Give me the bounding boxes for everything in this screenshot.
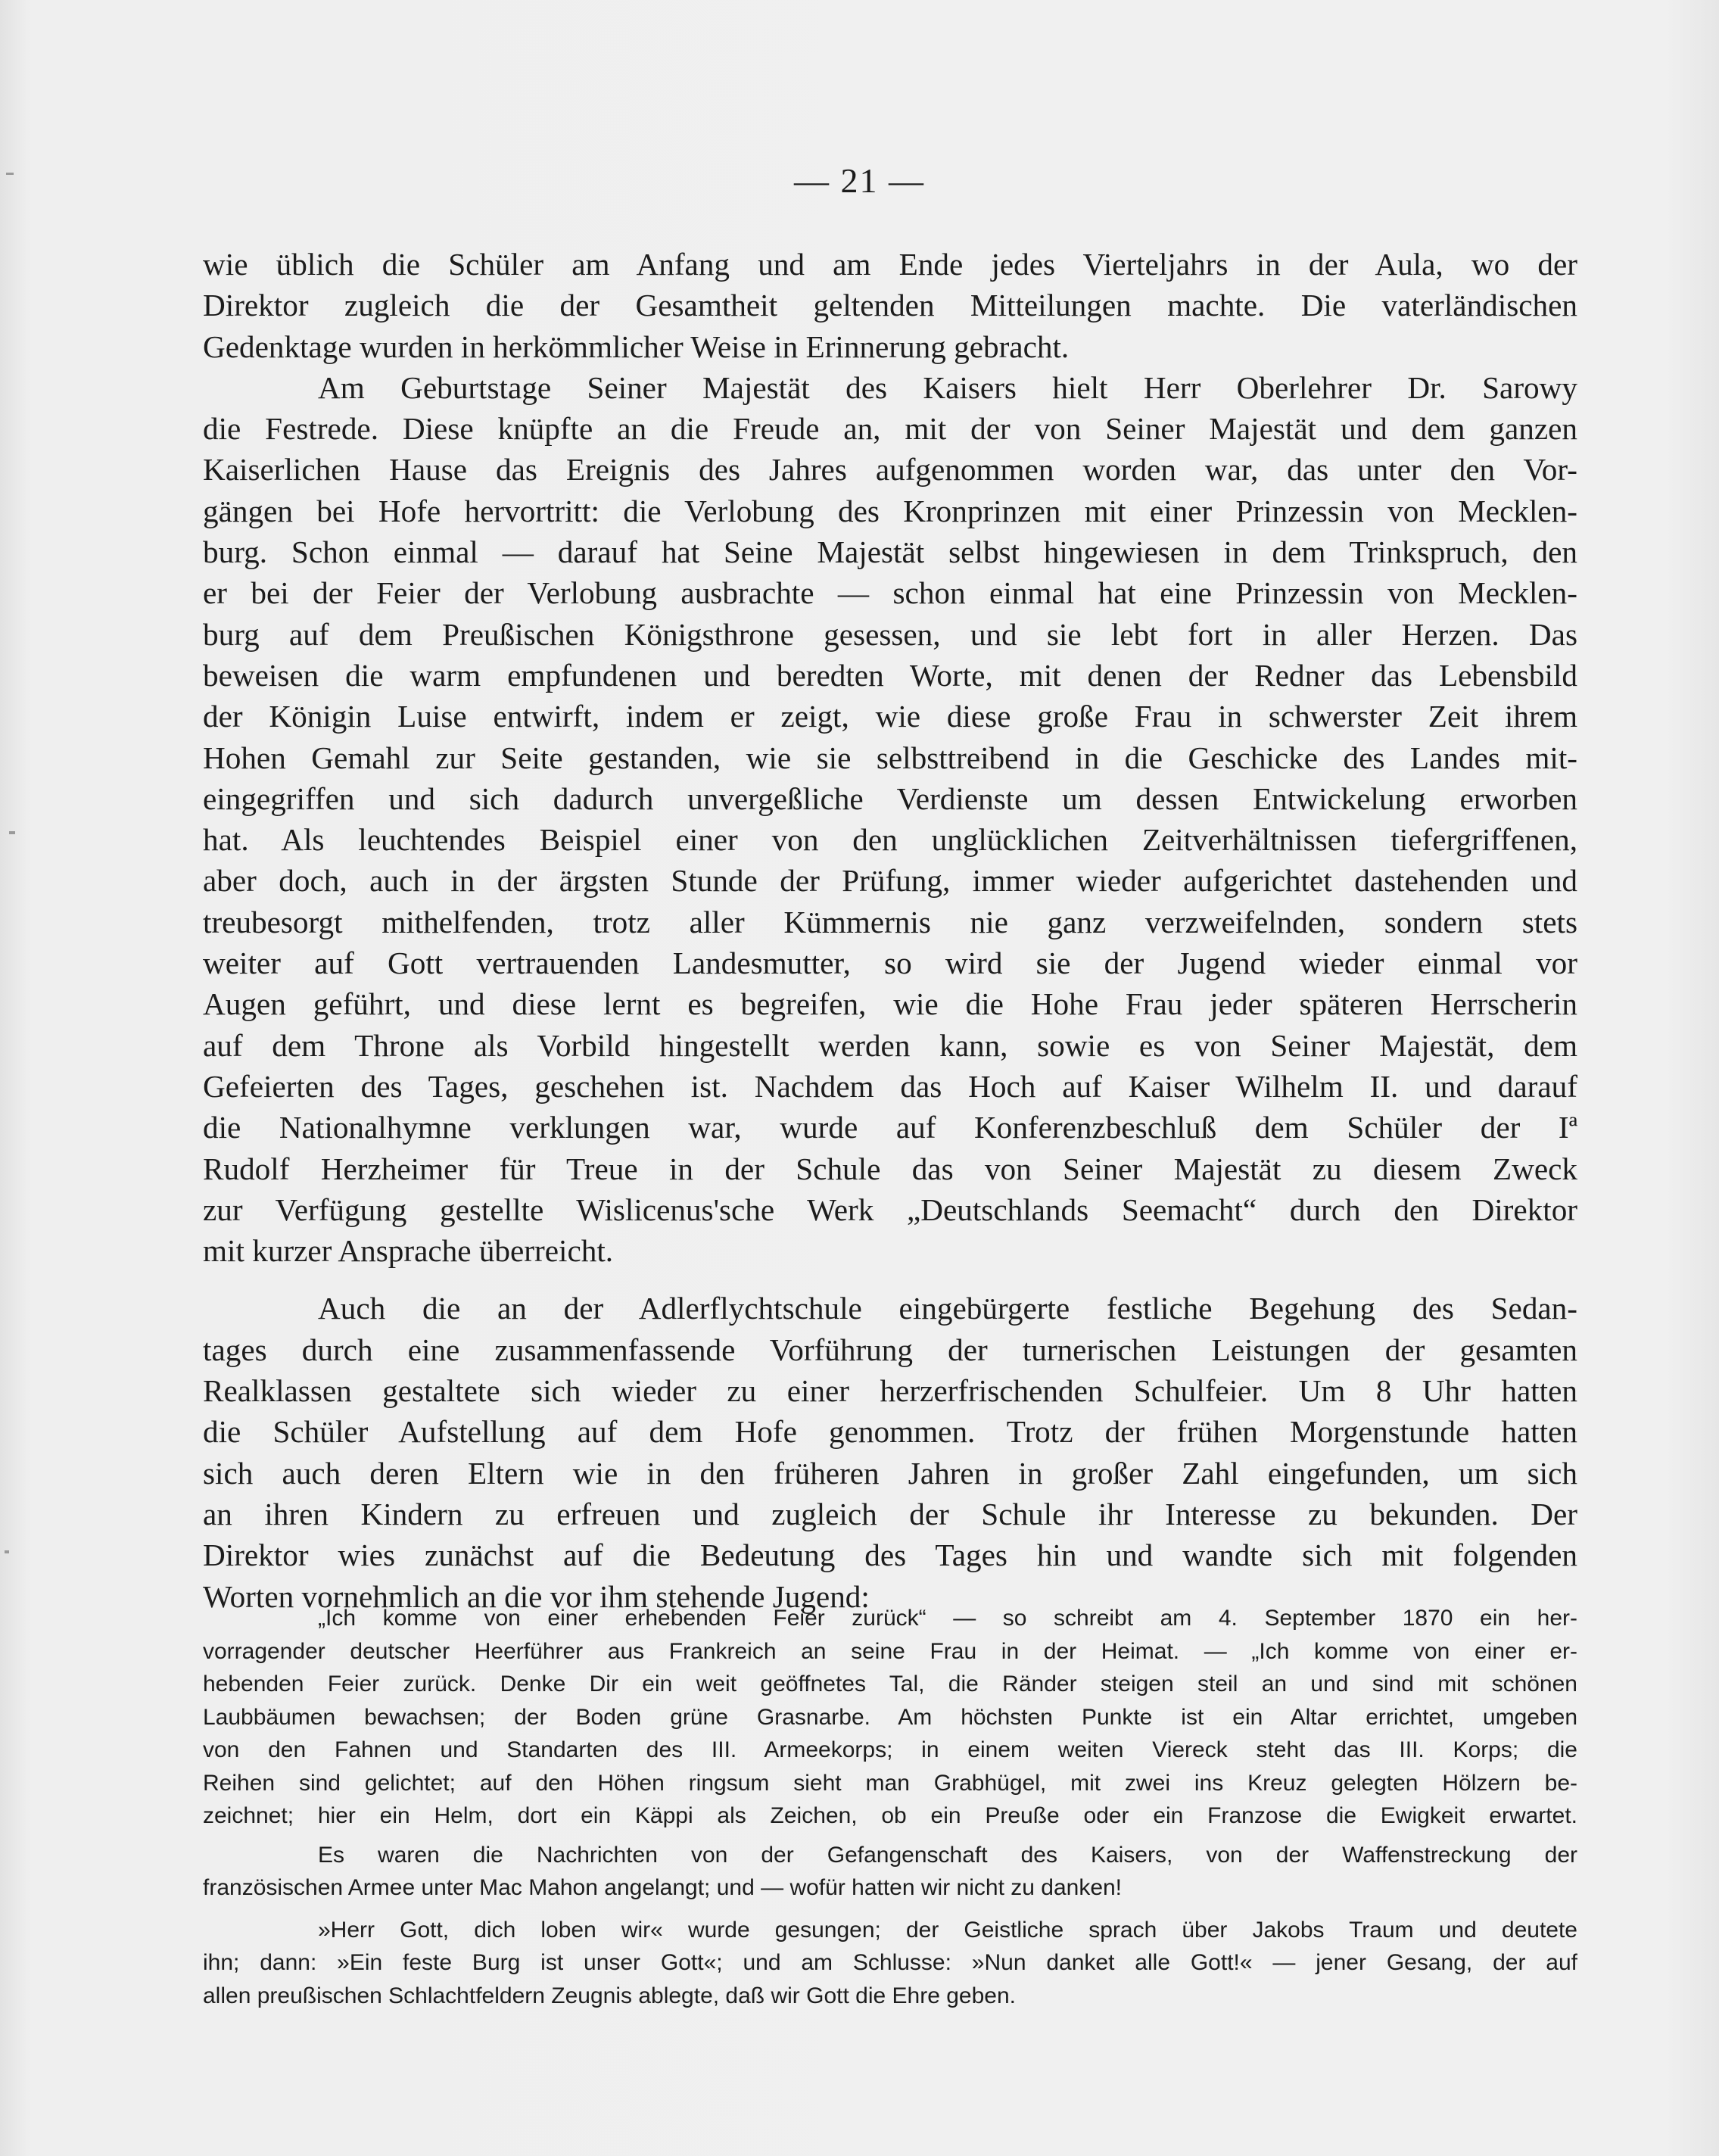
text-line: aber doch, auch in der ärgsten Stunde der Prüfung, immer wieder aufgerichtet dastehenden und <box>203 863 1577 899</box>
text-line: Es waren die Nachrichten von der Gefangenschaft des Kaisers, von der Waffenstreckung der <box>318 1842 1577 1868</box>
text-line: die Nationalhymne verklungen war, wurde auf Konferenzbeschluß dem Schüler der Iª <box>203 1110 1577 1145</box>
text-line: Laubbäumen bewachsen; der Boden grüne Grasnarbe. Am höchsten Punkte ist ein Altar errichtet, umgeben <box>203 1704 1577 1730</box>
text-line: burg. Schon einmal — darauf hat Seine Majestät selbst hingewiesen in dem Trinkspruch, den <box>203 534 1577 570</box>
text-line: treubesorgt mithelfenden, trotz aller Kümmernis nie ganz verzweifelnden, sondern stets <box>203 904 1577 939</box>
scan-speck <box>9 831 15 834</box>
text-line: auf dem Throne als Vorbild hingestellt werden kann, sowie es von Seiner Majestät, dem <box>203 1027 1577 1063</box>
text-line: an ihren Kindern zu erfreuen und zugleich der Schule ihr Interesse zu bekunden. Der <box>203 1496 1577 1531</box>
text-line: die Schüler Aufstellung auf dem Hofe genommen. Trotz der frühen Morgenstunde hatten <box>203 1414 1577 1450</box>
text-line: Reihen sind gelichtet; auf den Höhen ringsum sieht man Grabhügel, mit zwei ins Kreuz gelegten Hölzern be- <box>203 1770 1577 1796</box>
main-text <box>203 244 1577 1617</box>
text-line: von den Fahnen und Standarten des III. Armeekorps; in einem weiten Viereck steht das III. Korps; die <box>203 1737 1577 1762</box>
text-line: hat. Als leuchtendes Beispiel einer von den unglücklichen Zeitverhältnissen tiefergriffenen, <box>203 822 1577 858</box>
text-line: mit kurzer Ansprache überreicht. <box>203 1233 614 1269</box>
text-line: ihn; dann: »Ein feste Burg ist unser Gott«; und am Schlusse: »Nun danket alle Gott!« — jener Gesang, der auf <box>203 1950 1577 1975</box>
text-line: allen preußischen Schlachtfeldern Zeugnis ablegte, daß wir Gott die Ehre geben. <box>203 1983 1016 2008</box>
text-line: französischen Armee unter Mac Mahon angelangt; und — wofür hatten wir nicht zu danken! <box>203 1875 1123 1900</box>
text-line: Gefeierten des Tages, geschehen ist. Nachdem das Hoch auf Kaiser Wilhelm II. und darauf <box>203 1068 1577 1104</box>
text-line: die Festrede. Diese knüpfte an die Freude an, mit der von Seiner Majestät und dem ganzen <box>203 411 1577 447</box>
text-line: hebenden Feier zurück. Denke Dir ein weit geöffnetes Tal, die Ränder steigen steil an und sind mit schönen <box>203 1672 1577 1696</box>
text-line: Realklassen gestaltete sich wieder zu einer herzerfrischenden Schulfeier. Um 8 Uhr hatten <box>203 1373 1577 1409</box>
scan-speck <box>5 1550 9 1553</box>
text-line: Direktor wies zunächst auf die Bedeutung des Tages hin und wandte sich mit folgenden <box>203 1538 1577 1573</box>
text-line: wie üblich die Schüler am Anfang und am Ende jedes Vierteljahrs in der Aula, wo der <box>203 247 1577 282</box>
paragraph-3 <box>203 1288 1577 1616</box>
text-line: zur Verfügung gestellte Wislicenus'sche Werk „Deutschlands Seemacht“ durch den Direktor <box>203 1192 1577 1227</box>
text-line: zeichnet; hier ein Helm, dort ein Käppi als Zeichen, ob ein Preuße oder ein Franzose die Ewigkeit erwartet. <box>203 1803 1577 1828</box>
text-line: Worten vornehmlich an die vor ihm stehende Jugend: <box>203 1578 870 1614</box>
text-line: sich auch deren Eltern wie in den früheren Jahren in großer Zahl eingefunden, um sich <box>203 1455 1577 1491</box>
quote-paragraph-3 <box>203 1914 1577 2013</box>
quote-paragraph-1 <box>203 1602 1577 1833</box>
text-line: Hohen Gemahl zur Seite gestanden, wie sie selbsttreibend in die Geschicke des Landes mit- <box>203 740 1577 775</box>
quote-paragraph-2 <box>203 1839 1577 1905</box>
text-line: »Herr Gott, dich loben wir« wurde gesungen; der Geistliche sprach über Jakobs Traum und deutete <box>318 1917 1577 1943</box>
text-line: gängen bei Hofe hervortritt: die Verlobung des Kronprinzen mit einer Prinzessin von Mecklen- <box>203 493 1577 528</box>
text-line: Kaiserlichen Hause das Ereignis des Jahres aufgenommen worden war, das unter den Vor- <box>203 452 1577 488</box>
text-line: Rudolf Herzheimer für Treue in der Schule das von Seiner Majestät zu diesem Zweck <box>203 1151 1577 1186</box>
text-line: eingegriffen und sich dadurch unvergeßliche Verdienste um dessen Entwickelung erworben <box>203 780 1577 816</box>
text-line: Am Geburtstage Seiner Majestät des Kaisers hielt Herr Oberlehrer Dr. Sarowy <box>318 369 1577 405</box>
text-line: Direktor zugleich die der Gesamtheit geltenden Mitteilungen machte. Die vaterländischen <box>203 288 1577 323</box>
page-number: — 21 — <box>794 161 925 200</box>
text-line: vorragender deutscher Heerführer aus Frankreich an seine Frau in der Heimat. — „Ich komme von einer er- <box>203 1638 1577 1664</box>
text-line: Auch die an der Adlerflychtschule eingebürgerte festliche Begehung des Sedan- <box>318 1291 1577 1326</box>
text-line: weiter auf Gott vertrauenden Landesmutter, so wird sie der Jugend wieder einmal vor <box>203 946 1577 981</box>
text-line: burg auf dem Preußischen Königsthrone gesessen, und sie lebt fort in aller Herzen. Das <box>203 616 1577 652</box>
text-line: er bei der Feier der Verlobung ausbrachte — schon einmal hat eine Prinzessin von Mecklen- <box>203 575 1577 611</box>
text-line: beweisen die warm empfundenen und beredten Worte, mit denen der Redner das Lebensbild <box>203 657 1577 693</box>
text-line: Gedenktage wurden in herkömmlicher Weise in Erinnerung gebracht. <box>203 329 1070 364</box>
quoted-letter <box>203 1602 1577 2012</box>
text-line: der Königin Luise entwirft, indem er zeigt, wie diese große Frau in schwerster Zeit ihrem <box>203 699 1577 734</box>
text-line: tages durch eine zusammenfassende Vorführung der turnerischen Leistungen der gesamten <box>203 1332 1577 1367</box>
paragraph-2 <box>203 367 1577 1272</box>
text-line: „Ich komme von einer erhebenden Feier zurück“ — so schreibt am 4. September 1870 ein her- <box>318 1606 1577 1631</box>
paragraph-1 <box>203 244 1577 367</box>
scan-speck <box>6 173 14 175</box>
text-line: Augen geführt, und diese lernt es begreifen, wie die Hohe Frau jeder späteren Herrscherin <box>203 986 1577 1022</box>
